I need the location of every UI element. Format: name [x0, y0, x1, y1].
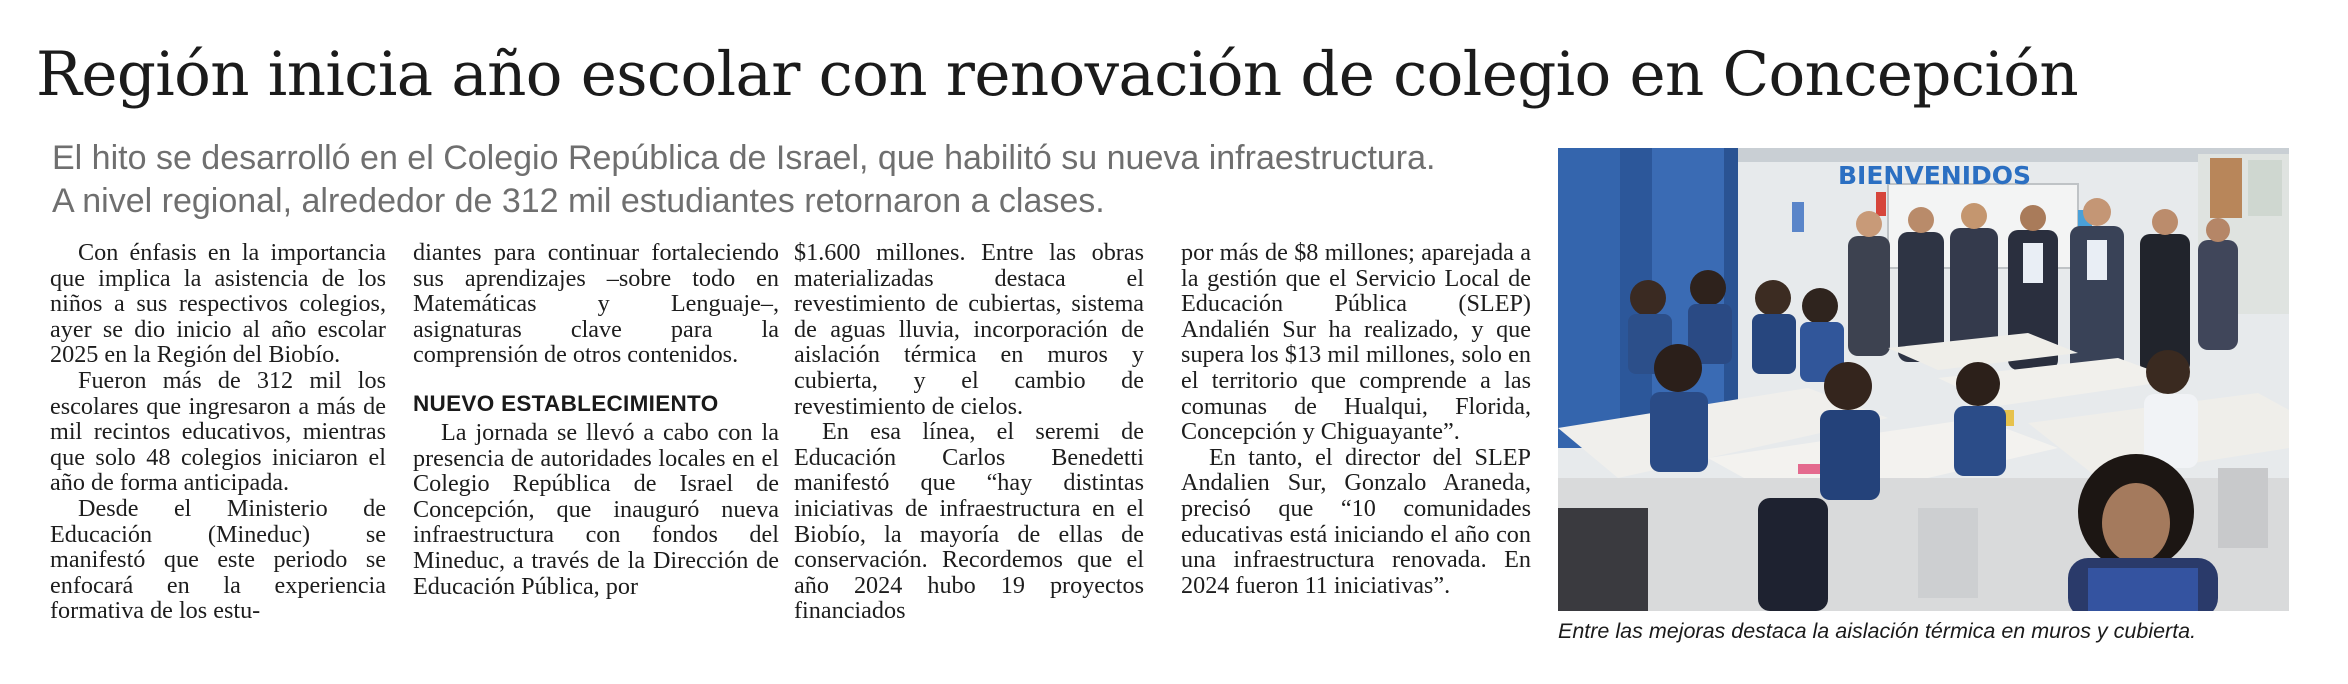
article-column-4: [1181, 240, 1531, 648]
article-column-1: [50, 240, 386, 648]
photo-caption: Entre las mejoras destaca la aislación térmica en muros y cubierta.: [1558, 619, 2197, 643]
paragraph: En tanto, el director del SLEP Andalien Sur, Gonzalo Araneda, precisó que “10 comunidades educativas está iniciando el año con una infraestructura renovada. En 2024 fueron 11 iniciativas”.: [1181, 443, 1531, 599]
section-subhead: NUEVO ESTABLECIMIENTO: [413, 390, 719, 416]
headline: Región inicia año escolar con renovación de colegio en Concepción: [36, 39, 2079, 110]
paragraph: Desde el Ministerio de Educación (Mineduc) se manifestó que este periodo se enfocará en la experiencia formativa de los estu-: [50, 494, 386, 625]
article-column-3: [794, 240, 1144, 648]
deck-line-1: El hito se desarrolló en el Colegio República de Israel, que habilitó su nueva infraestructura.: [52, 139, 1436, 177]
banner-text: BIENVENIDOS: [1838, 161, 2032, 190]
paragraph: diantes para continuar fortaleciendo sus aprendizajes –sobre todo en Matemáticas y Lenguaje–, asignaturas clave para la comprensión de otros contenidos.: [413, 240, 779, 369]
paragraph: Con énfasis en la importancia que implica la asistencia de los niños a sus respectivos colegios, ayer se dio inicio al año escolar 2025 en la Región del Biobío.: [50, 240, 386, 369]
paragraph: $1.600 millones. Entre las obras materializadas destaca el revestimiento de cubiertas, sistema de aguas lluvia, incorporación de aislación térmica en muros y cubierta, y el cambio de revestimiento de cielos.: [794, 240, 1144, 420]
deck-line-2: A nivel regional, alrededor de 312 mil estudiantes retornaron a clases.: [52, 182, 1105, 220]
classroom-photo-illustration: [1558, 148, 2289, 611]
paragraph: La jornada se llevó a cabo con la presencia de autoridades locales en el Colegio República de Israel de Concepción, que inauguró nueva infraestructura con fondos del Mineduc, a través de la Dirección de Educación Pública, por: [413, 418, 779, 600]
paragraph: En esa línea, el seremi de Educación Carlos Benedetti manifestó que “hay distintas iniciativas de infraestructura en el Biobío, la mayoría de ellas de conservación. Recordemos que el año 2024 hubo 19 proyectos financiados: [794, 418, 1144, 625]
paragraph: Fueron más de 312 mil los escolares que ingresaron a más de mil recintos educativos, mientras que solo 48 colegios iniciaron el año de forma anticipada.: [50, 366, 386, 497]
paragraph: por más de $8 millones; aparejada a la gestión que el Servicio Local de Educación Pública (SLEP) Andalién Sur ha realizado, y que supera los $13 mil millones, solo en el territorio que comprende a las comunas de Hualqui, Florida, Concepción y Chiguayante”.: [1181, 240, 1531, 446]
classroom-photo: [1558, 148, 2289, 611]
deck: [52, 137, 1532, 223]
article-column-2: [413, 240, 779, 648]
